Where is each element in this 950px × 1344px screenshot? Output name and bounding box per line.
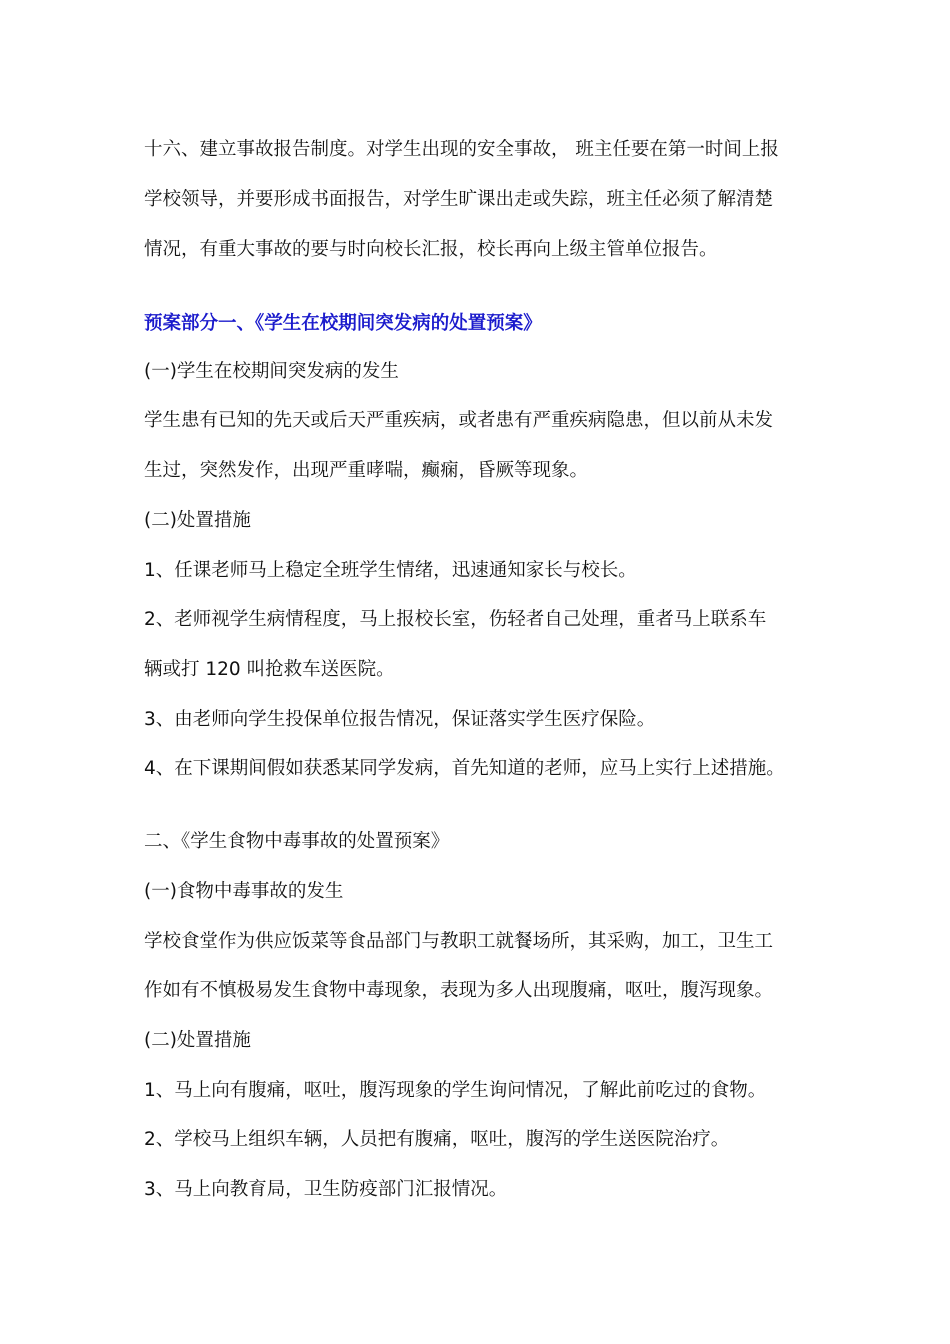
plan-2-occurrence-heading: (一)食物中毒事故的发生	[144, 881, 344, 902]
paragraph-line: 生过，突然发作，出现严重哮喘，癫痫，昏厥等现象。	[144, 460, 589, 481]
paragraph-line: 学校领导，并要形成书面报告，对学生旷课出走或失踪，班主任必须了解清楚	[144, 189, 774, 210]
measure-item: 辆或打 120 叫抢救车送医院。	[144, 659, 395, 680]
measure-item: 3、由老师向学生投保单位报告情况，保证落实学生医疗保险。	[144, 709, 656, 730]
plan-1-measures-heading: (二)处置措施	[144, 510, 251, 531]
plan-1-title: 预案部分一、《学生在校期间突发病的处置预案》	[144, 313, 542, 334]
paragraph-line: 学校食堂作为供应饭菜等食品部门与教职工就餐场所，其采购，加工，卫生工	[144, 931, 774, 952]
measure-item: 1、任课老师马上稳定全班学生情绪，迅速通知家长与校长。	[144, 560, 637, 581]
measure-item: 2、老师视学生病情程度，马上报校长室，伤轻者自己处理，重者马上联系车	[144, 609, 767, 630]
paragraph-line: 学生患有已知的先天或后天严重疾病，或者患有严重疾病隐患，但以前从未发	[144, 410, 774, 431]
plan-1-occurrence-heading: (一)学生在校期间突发病的发生	[144, 361, 399, 382]
measure-item: 1、马上向有腹痛，呕吐，腹泻现象的学生询问情况，了解此前吃过的食物。	[144, 1080, 767, 1101]
measure-item: 4、在下课期间假如获悉某同学发病，首先知道的老师，应马上实行上述措施。	[144, 758, 785, 779]
plan-2-measures-heading: (二)处置措施	[144, 1030, 251, 1051]
paragraph-line: 情况，有重大事故的要与时向校长汇报，校长再向上级主管单位报告。	[144, 239, 718, 260]
paragraph-line: 十六、建立事故报告制度。对学生出现的安全事故， 班主任要在第一时间上报	[144, 139, 779, 160]
measure-item: 3、马上向教育局，卫生防疫部门汇报情况。	[144, 1179, 508, 1200]
measure-item: 2、学校马上组织车辆，人员把有腹痛，呕吐，腹泻的学生送医院治疗。	[144, 1129, 730, 1150]
paragraph-line: 作如有不慎极易发生食物中毒现象，表现为多人出现腹痛，呕吐，腹泻现象。	[144, 980, 774, 1001]
plan-2-title: 二、《学生食物中毒事故的处置预案》	[144, 831, 450, 852]
